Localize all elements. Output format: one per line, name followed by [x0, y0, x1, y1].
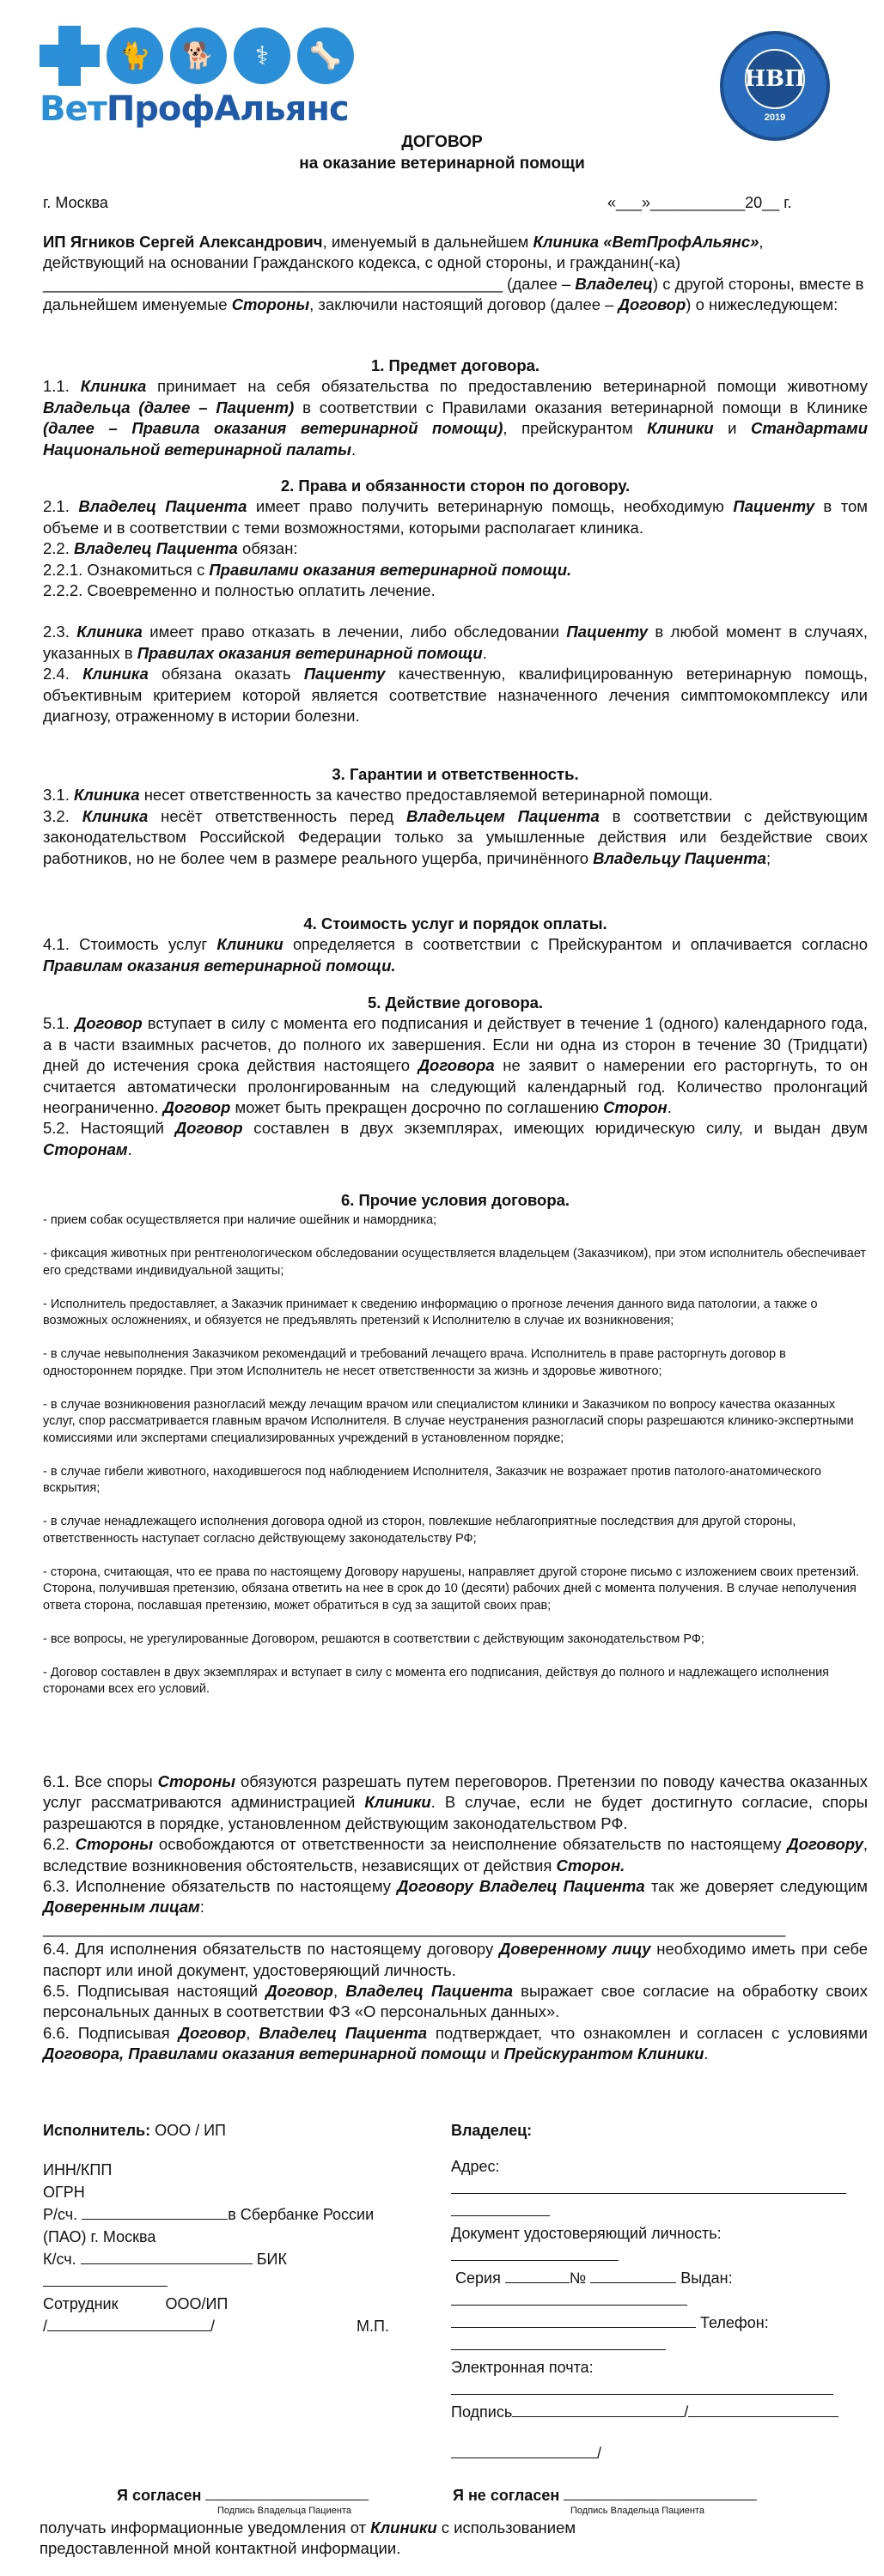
paragraph: 1.1. Клиника принимает на себя обязательства по предоставлению ветеринарной помощи животному Владельца (далее – Пациент) в соответствии с Правилами оказания ветеринарной помощи в Клинике (далее – Правила оказания ветеринарной помощи), прейскурантом Клиники и Стандартами Национальной ветеринарной палаты.: [43, 377, 869, 459]
consent-paragraph: получать информационные уведомления от Клиники с использованием предоставленной мной контактной информации.: [40, 2518, 576, 2558]
bank-city: (ПАО) г. Москва: [43, 2228, 156, 2245]
condition-item: - все вопросы, не урегулированные Договором, решаются в соответствии с действующим законодательством РФ;: [43, 1631, 704, 1646]
id-document-field[interactable]: [451, 2255, 619, 2261]
issued-field-2[interactable]: [451, 2312, 696, 2328]
owner-details: [451, 2119, 863, 2464]
condition-item: - Договор составлен в двух экземплярах и вступает в силу с момента его подписания, действуя до полного и надлежащего исполнения сторонами всех его условий.: [43, 1665, 830, 1696]
trusted-persons-line[interactable]: ____________________________________________________________________________________: [43, 1918, 786, 1937]
seal-year: 2019: [764, 112, 786, 123]
stamp-label: М.П.: [357, 2318, 389, 2335]
paragraph: 2.1. Владелец Пациента имеет право получить ветеринарную помощь, необходимую Пациенту в том объеме и в соответствии с теми возможностями, которыми располагает клиника.: [43, 497, 868, 537]
section-title: 2. Права и обязанности сторон по договору.: [280, 477, 631, 495]
executor-org: ООО / ИП: [155, 2122, 226, 2139]
number-field[interactable]: [590, 2267, 676, 2283]
series-label: Серия: [455, 2269, 501, 2287]
section-title: 6. Прочие условия договора.: [340, 1191, 570, 1209]
disagree-signature-field[interactable]: [564, 2484, 757, 2500]
section-2: [43, 476, 868, 726]
paragraph: 6.3. Исполнение обязательств по настоящему Договору Владелец Пациента так же доверяет следующим Доверенным лицам:: [43, 1877, 869, 1917]
vet-chamber-seal: [720, 31, 830, 141]
condition-item: - прием собак осуществляется при наличие ошейник и намордника;: [43, 1213, 437, 1227]
section-6: [43, 1771, 868, 2065]
rs-label: Р/сч.: [43, 2206, 78, 2223]
condition-item: - фиксация животных при рентгенологическом обследовании осуществляется владельцем (Заказчиком), при этом исполнитель обеспечивает его средствами индивидуальной защиты;: [43, 1247, 867, 1278]
series-field[interactable]: [505, 2267, 570, 2283]
cross-icon: [40, 26, 100, 86]
section-6-conditions: [43, 1212, 868, 1715]
org-label: ООО/ИП: [165, 2295, 229, 2312]
section-title: 5. Действие договора.: [367, 993, 544, 1012]
ks-field[interactable]: [81, 2248, 253, 2264]
paragraph: 6.4. Для исполнения обязательств по настоящему договору Доверенному лицу необходимо иметь при себе паспорт или иной документ, удостоверяющий личность.: [43, 1940, 868, 1979]
signature-name-field[interactable]: [688, 2401, 838, 2417]
agree-signature-field[interactable]: [205, 2484, 369, 2500]
paragraph: 2.3. Клиника имеет право отказать в лечении, либо обследовании Пациенту в любой момент в случаях, указанных в Правилах оказания ветеринарной помощи.: [43, 623, 868, 662]
ks-label: К/сч.: [43, 2251, 76, 2268]
employee-label: Сотрудник: [43, 2295, 119, 2312]
seal-monogram: НВП: [745, 49, 805, 109]
section-1: [43, 355, 868, 460]
email-field[interactable]: [451, 2389, 833, 2395]
document-subtitle: на оказание ветеринарной помощи: [299, 155, 585, 173]
slash: /: [210, 2318, 216, 2335]
logo-wordmark: ВетПрофАльянс: [40, 89, 349, 129]
condition-item: - в случае гибели животного, находившегося под наблюдением Исполнителя, Заказчик не возражает против патолого-анатомического вскрытия;: [43, 1464, 821, 1495]
intro-section: [43, 232, 868, 316]
agree-label: Я согласен: [117, 2484, 369, 2505]
logo-icons: [40, 26, 366, 86]
address-label: Адрес:: [451, 2158, 500, 2175]
rs-field[interactable]: [82, 2203, 228, 2220]
phone-label: Телефон:: [700, 2314, 769, 2331]
cat-icon: 🐈: [107, 27, 163, 84]
email-label: Электронная почта:: [451, 2359, 594, 2376]
executor-details: [43, 2119, 447, 2337]
blank-line[interactable]: [43, 2281, 168, 2287]
company-logo: [40, 26, 366, 127]
agree-caption: Подпись Владельца Пациента: [217, 2506, 351, 2516]
inn-field[interactable]: ИНН/КПП: [43, 2161, 113, 2178]
section-3: [43, 764, 868, 869]
city: г. Москва: [43, 194, 108, 211]
owner-heading: Владелец:: [451, 2122, 533, 2139]
bik-label: БИК: [256, 2251, 287, 2268]
condition-item: - в случае возникновения разногласий между лечащим врачом или специалистом клиники и Заказчиком по вопросу качества оказанных услуг, спор рассматривается главным врачом Исполнителя. В случае неустранения разногласий споры разрешаются клинико-экспертными комиссиями или экспертами специализированных учреждений в установленном порядке;: [43, 1397, 854, 1445]
slash: /: [43, 2318, 48, 2335]
section-4: [43, 914, 868, 976]
phone-field[interactable]: [451, 2344, 666, 2350]
id-document-label: Документ удостоверяющий личность:: [451, 2225, 722, 2242]
ogrn-field[interactable]: ОГРН: [43, 2184, 85, 2201]
address-field[interactable]: [451, 2178, 846, 2194]
slash: /: [684, 2403, 689, 2421]
issued-field[interactable]: [451, 2300, 687, 2306]
paragraph: 4.1. Стоимость услуг Клиники определяется в соответствии с Прейскурантом и оплачивается согласно Правилам оказания ветеринарной помощи.: [43, 935, 869, 975]
condition-item: - сторона, считающая, что ее права по настоящему Договору нарушены, направляет другой стороне письмо с изложением своих претензий. Сторона, получившая претензию, обязана ответить на нее в срок до 10 (десяти) рабочих дней с момента получения. В случае неполучения ответа сторона, пославшая претензию, может обратиться в суд за защитой своих прав;: [43, 1564, 860, 1613]
section-title: 4. Стоимость услуг и порядок оплаты.: [303, 914, 607, 933]
employee-sign-field[interactable]: [47, 2315, 210, 2331]
paragraph: 6.2. Стороны освобождаются от ответственности за неисполнение обязательств по настоящему Договору, вследствие возникновения обстоятельств, независящих от действия Сторон.: [43, 1835, 868, 1874]
slash: /: [597, 2445, 602, 2462]
dog-icon: 🐕: [170, 27, 227, 84]
condition-item: - Исполнитель предоставляет, а Заказчик принимает к сведению информацию о прогнозе лечения данного вида патологии, а также о возможных осложнениях, и обязуется не предъявлять претензий к Исполнителю в случае их возникновения;: [43, 1297, 818, 1327]
number-label: №: [569, 2269, 587, 2287]
issued-label: Выдан:: [680, 2269, 733, 2287]
paragraph: 2.2.2. Своевременно и полностью оплатить лечение.: [43, 581, 436, 600]
paragraph: 2.2.1. Ознакомиться с Правилами оказания ветеринарной помощи.: [43, 560, 572, 579]
disagree-caption: Подпись Владельца Пациента: [570, 2506, 704, 2516]
paragraph: 6.6. Подписывая Договор, Владелец Пациента подтверждает, что ознакомлен и согласен с условиями Договора, Правилами оказания ветеринарной помощи и Прейскурантом Клиники.: [43, 2023, 868, 2063]
document-title: ДОГОВОР: [401, 133, 483, 151]
section-title: 1. Предмет договора.: [370, 356, 540, 374]
paragraph: 3.2. Клиника несёт ответственность перед Владельцем Пациента в соответствии с действующим законодательством Российской Федерации только за умышленные действия или бездействие своих работников, но не более чем в размере реального ущерба, причинённого Владельцу Пациента;: [43, 806, 869, 867]
condition-item: - в случае ненадлежащего исполнения договора одной из сторон, повлекшие неблагоприятные последствия для другой стороны, ответственность наступает согласно действующему законодательству РФ;: [43, 1515, 796, 1546]
section-title: 3. Гарантии и ответственность.: [332, 765, 579, 783]
signature-label: Подпись: [451, 2403, 513, 2421]
bowl-icon: ⚕: [234, 27, 290, 84]
condition-item: - в случае невыполнения Заказчиком рекомендаций и требований лечащего врача. Исполнитель в праве расторгнуть договор в одностороннем порядке. При этом Исполнитель не несет ответственности за жизнь и здоровье животного;: [43, 1347, 786, 1378]
paragraph: 6.5. Подписывая настоящий Договор, Владелец Пациента выражает свое согласие на обработку своих персональных данных в соответствии ФЗ «О персональных данных».: [43, 1982, 869, 2021]
executor-heading: Исполнитель:: [43, 2122, 151, 2139]
paragraph: 6.1. Все споры Стороны обязуются разрешать путем переговоров. Претензии по поводу качества оказанных услуг рассматриваются администрацией Клиники. В случае, если не будет достигнуто согласие, споры разрешаются в порядке, установленном действующим законодательством РФ.: [43, 1772, 868, 1832]
disagree-label: Я не согласен: [453, 2484, 757, 2505]
paragraph: 2.4. Клиника обязана оказать Пациенту качественную, квалифицированную ветеринарную помощь, объективным критерием которой является соответствие назначенного лечения симптомокомплексу или диагнозу, отраженному в истории болезни.: [43, 665, 868, 726]
paragraph: 5.1. Договор вступает в силу с момента его подписания и действует в течение 1 (одного) календарного года, а в части взаимных расчетов, до полного их завершения. Если ни одна из сторон в течение 30 (Тридцати) дней до истечения срока действия настоящего Договора не заявит о намерении его расторгнуть, то он считается автоматически пролонгированным на следующий календарный год. Количество пролонгаций неограниченно. Договор может быть прекращен досрочно по соглашению Сторон.: [43, 1014, 868, 1117]
address-field-2[interactable]: [451, 2200, 550, 2216]
paragraph: 3.1. Клиника несет ответственность за качество предоставляемой ветеринарной помощи.: [43, 786, 713, 805]
signature-date-field[interactable]: [451, 2442, 597, 2458]
paragraph: 5.2. Настоящий Договор составлен в двух экземплярах, имеющих юридическую силу, и выдан двум Сторонам.: [43, 1119, 868, 1158]
paragraph: 2.2. Владелец Пациента обязан:: [43, 539, 298, 558]
bank-label: в Сбербанке России: [228, 2206, 375, 2223]
bone-icon: 🦴: [297, 27, 354, 84]
contract-date: «___»___________20__ г.: [607, 194, 792, 211]
intro-paragraph: ИП Ягников Сергей Александрович, именуемый в дальнейшем Клиника «ВетПрофАльянс», действующий на основании Гражданского кодекса, с одной стороны, и гражданин(-ка) ____________________________________________________ (далее – Владелец) с другой стороны, вместе в дальнейшем именуемые Стороны, заключили настоящий договор (далее – Договор) о нижеследующем:: [43, 233, 864, 314]
consent-text: [40, 2518, 692, 2560]
signature-field[interactable]: [512, 2401, 684, 2417]
section-5: [43, 993, 868, 1160]
section-6-header: [43, 1190, 868, 1211]
